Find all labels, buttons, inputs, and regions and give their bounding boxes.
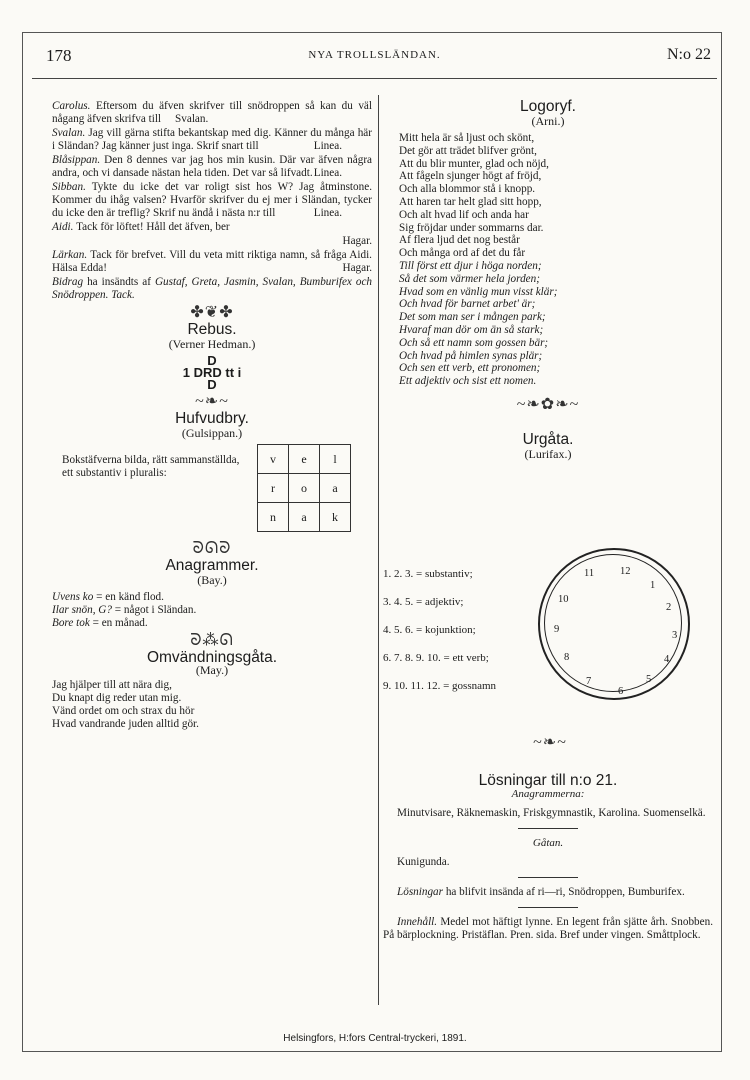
clock-number-11: 11 [584, 568, 595, 579]
gatan-label: Gåtan. [532, 837, 564, 849]
clock-number-9: 9 [554, 624, 560, 635]
urgata-row-1: 3. 4. 5. = adjektiv; [383, 596, 464, 608]
omvand-lines: Jag hjälper till att nära dig, Du knapt dig reder utan mig. Vänd ordet om och strax du hör Hvad vandrande juden alltid gör. [52, 679, 199, 730]
hufvudbry-body [52, 444, 372, 538]
omvand-author: (May.) [195, 663, 229, 677]
logoryf-poem: Mitt hela är så ljust och skönt, Det gör att trädet blifver grönt, Att du blir munter, glad och nöjd, Att fågeln sjunger högt af fröjd, Och alla blommor stå i knopp. Att haren tar helt glad sitt hopp, Och alt hvad lif och anda har Sig fröjdar under sommarns dar. Af flera ljud det nog består Och många ord af det du får Till först ett djur i höga norden; Så det som värmer hela jorden; Hvad som en vänlig mun visst klär; Och hvad för barnet arbet' är; Det som man ser i mången park; Hvaraf man dör om än så stark; Och så ett namn som gossen bär; Och hvad på himlen synas plär; Och sen ett verb, ett pronomen; Ett adjektiv och sist ett nomen. [399, 132, 558, 388]
letters [52, 100, 372, 302]
rule-1 [518, 828, 578, 829]
rule-2 [518, 877, 578, 878]
omvand-title: Omvändningsgåta. [146, 649, 278, 666]
anagram-2: Bore tok = en månad. [52, 617, 148, 629]
anagram-1: Ilar snön, G? = något i Sländan. [52, 604, 197, 616]
clock-number-2: 2 [666, 602, 672, 613]
innehall-note: Innehåll. Medel mot häftigt lynne. En legent från sjätte årh. Snobben. På bärplockning. Pristäflan. Pren. sida. Bref under vingen. Småttplock. [383, 916, 713, 941]
clock-number-1: 1 [650, 580, 656, 591]
ornament-divider-3: ᘐᘏᘐ [192, 540, 232, 557]
letter-1: Svalan. Jag vill gärna stifta bekantskap med dig. Känner du många här i Sländan? Jag känner just inga. Skrif snart till Linea. [52, 127, 372, 152]
gatan-text: Kunigunda. [397, 856, 450, 868]
clock-number-3: 3 [672, 630, 678, 641]
clock-inner-ring [544, 554, 682, 692]
hufvudbry-title: Hufvudbry. [175, 410, 249, 427]
clock-number-6: 6 [618, 686, 624, 697]
urgata-row-4: 9. 10. 11. 12. = gossnamn [383, 680, 497, 692]
right-column [383, 100, 713, 465]
bidrag-note: Bidrag ha insändts af Gustaf, Greta, Jasmin, Svalan, Bumburifex och Snödroppen. Tack. [52, 276, 373, 301]
losningar-anagram-label: Anagrammerna: [511, 788, 585, 800]
letter-2: Blåsippan. Den 8 dennes var jag hos min kusin. Där var äfven några andra, och vi dansade nästan hela tiden. Det var så lifvadt. Linea. [52, 154, 373, 179]
clock-number-12: 12 [620, 566, 631, 577]
rebus-puzzle: D 1 DRD tt i D [182, 353, 242, 392]
hufvudbry-author: (Gulsippan.) [181, 426, 243, 440]
clock-number-8: 8 [564, 652, 570, 663]
ornament-divider-5: ~❧✿❧~ [516, 395, 580, 413]
rebus-author: (Verner Hedman.) [168, 337, 256, 351]
letter-0: Carolus. Eftersom du äfven skrifver till snödroppen så kan du väl någang äfven skrifva till Svalan. [52, 100, 373, 125]
issue-number: N:o 22 [667, 46, 711, 63]
losn-note: Lösningar ha blifvit insända af ri—ri, Snödroppen, Bumburifex. [397, 886, 685, 898]
anagrammer-author: (Bay.) [197, 573, 227, 587]
column-divider [378, 95, 379, 1005]
letter-4: Aidi. Tack för löftet! Håll det äfven, ber [52, 221, 230, 233]
logoryf-author: (Arni.) [531, 114, 565, 128]
clock-face [538, 548, 690, 700]
anagram-0: Uvens ko = en känd flod. [52, 591, 164, 603]
letter-5: Lärkan. Tack för brefvet. Vill du veta mitt riktiga namn, så fråga Aidi. Hälsa Edda! Hagar. [52, 249, 372, 274]
rebus-title: Rebus. [187, 321, 237, 338]
journal-title: NYA TROLLSLÄNDAN. [308, 49, 441, 61]
clock-number-4: 4 [664, 654, 670, 665]
anagrammer-list [52, 591, 372, 630]
anagrammer-title: Anagrammer. [165, 557, 259, 574]
rule-3 [518, 907, 578, 908]
letter-grid: v e l r o a n a k [257, 444, 351, 532]
urgata-title: Urgåta. [522, 430, 574, 448]
losningar-anagram-text: Minutvisare, Räknemaskin, Friskgymnastik, Karolina. Suomenselkä. [397, 807, 706, 819]
urgata-row-2: 4. 5. 6. = kojunktion; [383, 624, 476, 636]
page-number: 178 [46, 46, 72, 65]
ornament-divider-6: ~❧~ [533, 734, 567, 751]
logoryf-title: Logoryf. [519, 98, 576, 115]
letter-3: Sibban. Tykte du icke det var roligt sist hos W? Jag åtminstone. Kommer du ihåg valsen? Hvarför skrifver du ej mer i Sländan, tycker du icke den är treflig? Skrif nu ändå i nästa n:r till Linea. [52, 181, 372, 219]
header-rule [32, 78, 717, 79]
letter-4-sign: Hagar. [342, 235, 372, 247]
clock-number-10: 10 [558, 594, 569, 605]
losningar-section [383, 774, 713, 943]
urgata-row-3: 6. 7. 8. 9. 10. = ett verb; [383, 652, 489, 664]
hufvudbry-text: Bokstäfverna bilda, rätt sammanställda, ett substantiv i pluralis: [62, 454, 240, 479]
clock-number-5: 5 [646, 674, 652, 685]
ornament-divider-2: ~❧~ [195, 393, 229, 410]
ornament-divider-1: ✤❦✤ [190, 304, 234, 321]
ornament-divider-4: ᘐ⁂ᘏ [190, 632, 234, 649]
clock-number-7: 7 [586, 676, 592, 687]
urgata-row-0: 1. 2. 3. = substantiv; [383, 568, 473, 580]
urgata-author: (Lurifax.) [524, 446, 572, 461]
left-column [52, 100, 372, 731]
losningar-title: Lösningar till n:o 21. [478, 772, 618, 789]
page-header [32, 44, 717, 70]
page-footer: Helsingfors, H:fors Central-tryckeri, 1891. [283, 1033, 467, 1044]
